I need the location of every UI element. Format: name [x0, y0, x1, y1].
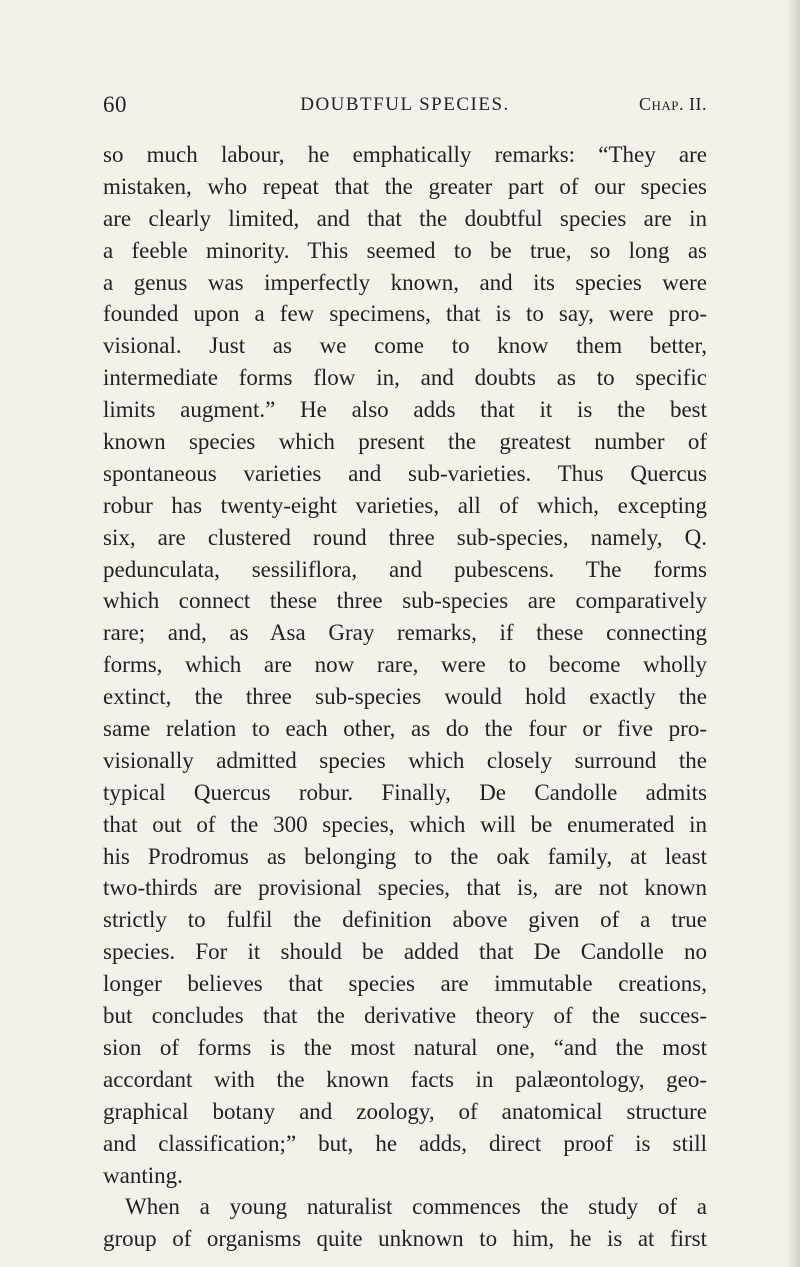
- running-header: [103, 92, 707, 126]
- text-line: visional. Just as we come to know them better,: [103, 333, 707, 359]
- text-line: spontaneous varieties and sub-varieties. Thus Quercus: [103, 460, 707, 486]
- text-line: typical Quercus robur. Finally, De Candolle admits: [103, 779, 707, 805]
- text-line: that out of the 300 species, which will be enumerated in: [103, 811, 707, 837]
- text-line: longer believes that species are immutable creations,: [103, 971, 707, 997]
- running-title: DOUBTFUL SPECIES.: [300, 94, 510, 115]
- text-line: visionally admitted species which closely surround the: [103, 747, 707, 773]
- text-line: forms, which are now rare, were to become wholly: [103, 652, 707, 678]
- body-text: [103, 139, 707, 1255]
- text-line: two-thirds are provisional species, that is, are not known: [103, 875, 707, 901]
- text-line: wanting.: [103, 1162, 183, 1188]
- text-line: graphical botany and zoology, of anatomical structure: [103, 1098, 707, 1124]
- text-line: so much labour, he emphatically remarks: “They are: [103, 142, 707, 167]
- text-line: species. For it should be added that De Candolle no: [103, 939, 707, 965]
- chapter-label: Chap. II.: [638, 94, 707, 114]
- text-line: known species which present the greatest number of: [103, 429, 707, 455]
- text-line: founded upon a few specimens, that is to say, were pro-: [103, 301, 707, 327]
- text-line: six, are clustered round three sub-species, namely, Q.: [103, 524, 707, 550]
- text-line: a feeble minority. This seemed to be true, so long as: [103, 237, 707, 263]
- text-line: group of organisms quite unknown to him, he is at first: [103, 1226, 707, 1252]
- page-number: 60: [103, 92, 127, 117]
- text-line: sion of forms is the most natural one, “and the most: [103, 1034, 707, 1060]
- text-line: mistaken, who repeat that the greater part of our species: [103, 173, 707, 199]
- text-line: rare; and, as Asa Gray remarks, if these connecting: [103, 620, 707, 646]
- text-line: extinct, the three sub-species would hold exactly the: [103, 684, 707, 710]
- text-line: accordant with the known facts in palæontology, geo-: [103, 1066, 707, 1092]
- text-line: but concludes that the derivative theory of the succes-: [103, 1003, 707, 1029]
- text-line: When a young naturalist commences the study of a: [125, 1194, 707, 1220]
- text-line: a genus was imperfectly known, and its species were: [103, 269, 707, 295]
- text-line: strictly to fulfil the definition above given of a true: [103, 907, 707, 933]
- text-line: are clearly limited, and that the doubtful species are in: [103, 205, 707, 231]
- text-line: robur has twenty-eight varieties, all of which, excepting: [103, 492, 707, 518]
- text-line: same relation to each other, as do the four or five pro-: [103, 716, 707, 742]
- text-line: limits augment.” He also adds that it is the best: [103, 397, 707, 423]
- text-line: intermediate forms flow in, and doubts as to specific: [103, 365, 707, 391]
- text-line: pedunculata, sessiliflora, and pubescens. The forms: [103, 556, 707, 582]
- page-edge-shadow: [786, 0, 800, 1267]
- text-line: his Prodromus as belonging to the oak family, at least: [103, 843, 707, 869]
- text-line: which connect these three sub-species are comparatively: [103, 588, 707, 614]
- text-line: and classification;” but, he adds, direct proof is still: [103, 1130, 707, 1156]
